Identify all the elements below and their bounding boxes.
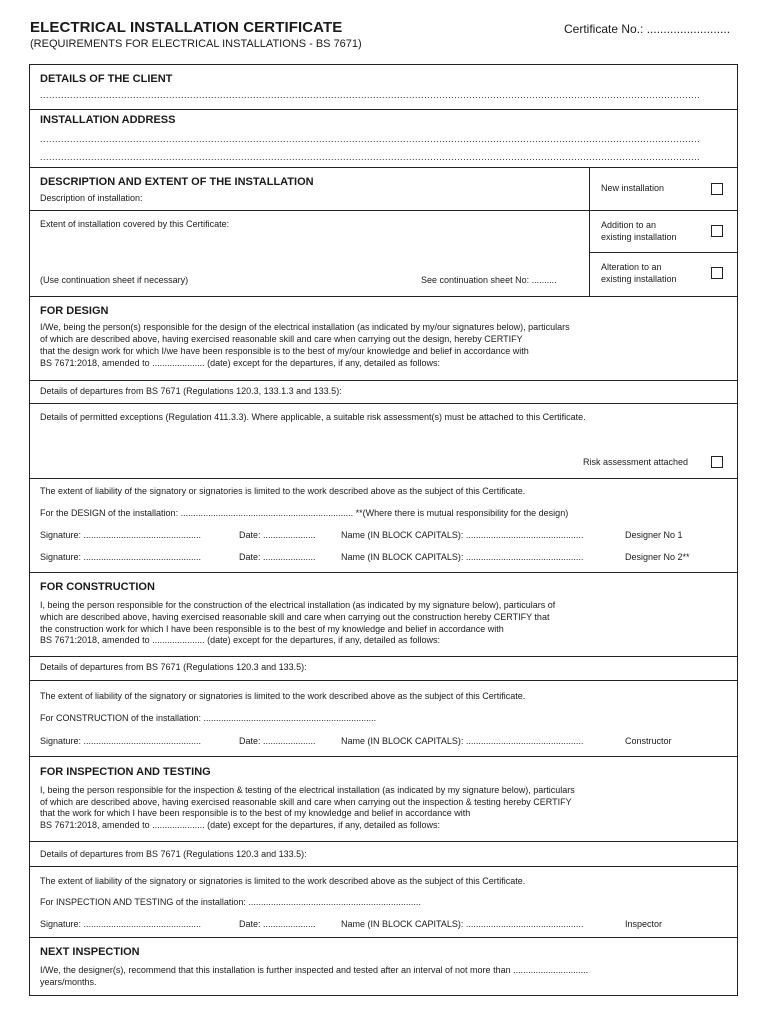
inspector-name-field[interactable]: Name (IN BLOCK CAPITALS): ............................................... [341,919,584,929]
divider [29,756,738,757]
divider [29,572,738,573]
designer1-date-field[interactable]: Date: ..................... [239,530,316,540]
divider [29,109,738,110]
construction-statement-line: I, being the person responsible for the construction of the electrical installation (as indicated by my signature below), particulars of [40,600,556,610]
construction-statement-line: BS 7671:2018, amended to ..................... (date) except for the departures, if any, detailed as follows: [40,635,441,645]
designer2-signature-field[interactable]: Signature: ............................................... [40,552,202,562]
certificate-title: ELECTRICAL INSTALLATION CERTIFICATE [30,19,343,36]
constructor-date-field[interactable]: Date: ..................... [239,736,316,746]
construction-statement-line: the construction work for which I have been responsible is to the best of my knowledge and belief in accordance with [40,624,504,634]
client-details-field[interactable]: ............................................................................................................................................................................................................................ [40,90,701,100]
alteration-checkbox[interactable] [711,267,723,279]
certificate-number-field[interactable]: Certificate No.: ......................... [564,22,731,36]
design-scope-field[interactable]: For the DESIGN of the installation: ..................................................................... **(Where there is mutual responsibility for the design) [40,508,569,518]
inspection-departures-label: Details of departures from BS 7671 (Regulations 120.3 and 133.5): [40,849,307,859]
inspection-statement-line: I, being the person responsible for the inspection & testing of the electrical installation (as indicated by my signature below), particulars [40,785,575,795]
alteration-label-1: Alteration to an [601,262,662,272]
permitted-exceptions-label: Details of permitted exceptions (Regulation 411.3.3). Where applicable, a suitable risk assessment(s) must be attached to this Certificate. [40,412,586,422]
design-liability-text: The extent of liability of the signatory or signatories is limited to the work described above as the subject of this Certificate. [40,486,526,496]
new-installation-label: New installation [601,183,665,193]
divider [29,210,589,211]
next-inspection-interval-field[interactable]: I/We, the designer(s), recommend that this installation is further inspected and tested after an interval of not more than .............................. [40,965,589,975]
construction-liability-text: The extent of liability of the signatory or signatories is limited to the work described above as the subject of this Certificate. [40,691,526,701]
designer2-name-field[interactable]: Name (IN BLOCK CAPITALS): ............................................... [341,552,584,562]
description-label: Description of installation: [40,193,143,203]
new-installation-checkbox[interactable] [711,183,723,195]
description-heading: DESCRIPTION AND EXTENT OF THE INSTALLATION [40,176,314,188]
constructor-signature-field[interactable]: Signature: ............................................... [40,736,202,746]
divider [29,296,738,297]
divider [29,680,738,681]
inspection-statement-line: BS 7671:2018, amended to ..................... (date) except for the departures, if any, detailed as follows: [40,820,441,830]
construction-scope-field[interactable]: For CONSTRUCTION of the installation: ..................................................................... [40,713,377,723]
client-heading: DETAILS OF THE CLIENT [40,73,173,85]
designer1-name-field[interactable]: Name (IN BLOCK CAPITALS): ............................................... [341,530,584,540]
next-inspection-unit: years/months. [40,977,97,987]
design-statement-line: that the design work for which I/we have been responsible is to the best of my/our knowledge and belief in accordance with [40,346,529,356]
inspection-statement-line: of which are described above, having exercised reasonable skill and care when carrying out the inspection & testing hereby CERTIFY [40,797,572,807]
design-statement-line: I/We, being the person(s) responsible for the design of the electrical installation (as indicated by my/our signatures below), particulars [40,322,570,332]
divider [589,167,590,296]
next-inspection-heading: NEXT INSPECTION [40,946,140,958]
construction-statement-line: which are described above, having exercised reasonable skill and care when carrying out the construction hereby CERTIFY that [40,612,550,622]
designer2-date-field[interactable]: Date: ..................... [239,552,316,562]
design-statement-line: BS 7671:2018, amended to ..................... (date) except for the departures, if any, detailed as follows: [40,358,441,368]
designer2-role: Designer No 2** [625,552,690,562]
inspector-signature-field[interactable]: Signature: ............................................... [40,919,202,929]
divider [29,866,738,867]
alteration-label-2: existing installation [601,274,677,284]
divider [29,656,738,657]
divider [29,167,738,168]
designer1-role: Designer No 1 [625,530,683,540]
divider [29,478,738,479]
divider [589,252,738,253]
certificate-subtitle: (REQUIREMENTS FOR ELECTRICAL INSTALLATIONS - BS 7671) [30,38,362,50]
design-heading: FOR DESIGN [40,305,109,317]
address-line-2-field[interactable]: ............................................................................................................................................................................................................................ [40,152,701,162]
address-heading: INSTALLATION ADDRESS [40,114,176,126]
inspector-role: Inspector [625,919,663,929]
continuation-sheet-field[interactable]: See continuation sheet No: .......... [421,275,557,285]
address-line-1-field[interactable]: ............................................................................................................................................................................................................................ [40,134,701,144]
inspector-date-field[interactable]: Date: ..................... [239,919,316,929]
designer1-signature-field[interactable]: Signature: ............................................... [40,530,202,540]
constructor-role: Constructor [625,736,672,746]
addition-checkbox[interactable] [711,225,723,237]
divider [29,841,738,842]
extent-label: Extent of installation covered by this Certificate: [40,219,230,229]
inspection-scope-field[interactable]: For INSPECTION AND TESTING of the installation: ..................................................................... [40,897,421,907]
continuation-note: (Use continuation sheet if necessary) [40,275,189,285]
constructor-name-field[interactable]: Name (IN BLOCK CAPITALS): ............................................... [341,736,584,746]
construction-heading: FOR CONSTRUCTION [40,581,155,593]
design-statement-line: of which are described above, having exercised reasonable skill and care when carrying out the design, hereby CERTIFY [40,334,523,344]
divider [589,210,738,211]
divider [29,380,738,381]
divider [29,403,738,404]
design-departures-label: Details of departures from BS 7671 (Regulations 120.3, 133.1.3 and 133.5): [40,386,342,396]
divider [29,937,738,938]
construction-departures-label: Details of departures from BS 7671 (Regulations 120.3 and 133.5): [40,662,307,672]
risk-assessment-label: Risk assessment attached [583,457,689,467]
inspection-heading: FOR INSPECTION AND TESTING [40,766,211,778]
risk-assessment-checkbox[interactable] [711,456,723,468]
inspection-statement-line: that the work for which I have been responsible is to the best of my knowledge and belief in accordance with [40,808,471,818]
inspection-liability-text: The extent of liability of the signatory or signatories is limited to the work described above as the subject of this Certificate. [40,876,526,886]
addition-label-2: existing installation [601,232,677,242]
addition-label-1: Addition to an [601,220,657,230]
